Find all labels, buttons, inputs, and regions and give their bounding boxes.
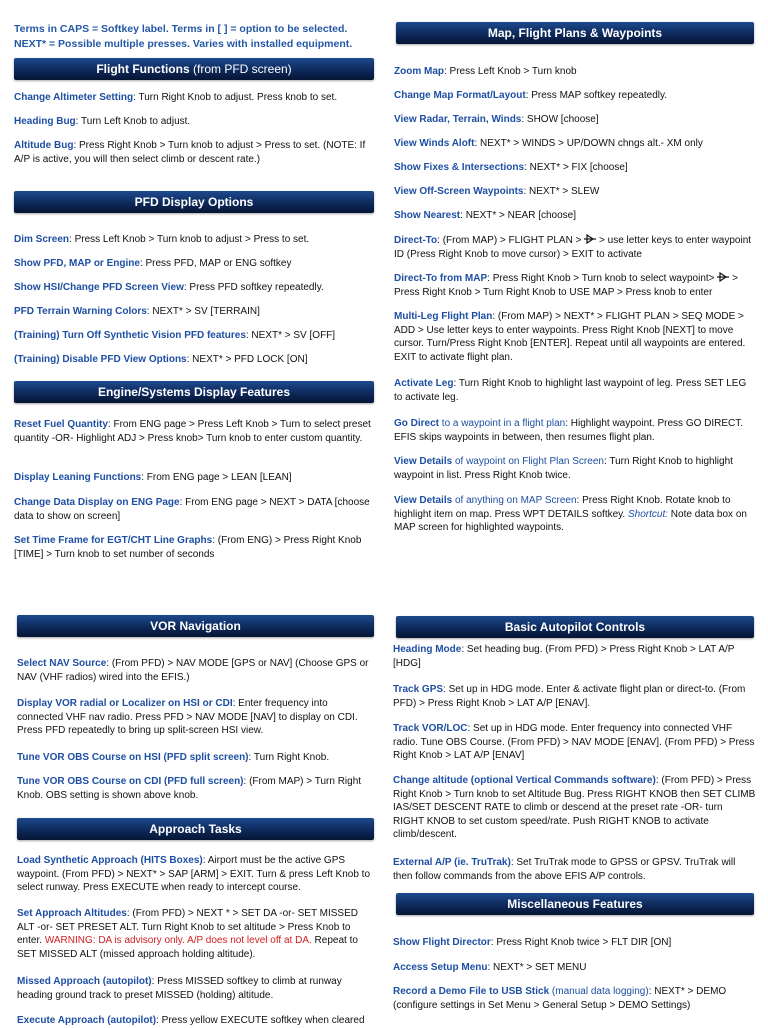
- entry-label: Change Altimeter Setting: [14, 92, 134, 103]
- entry-label: Set Time Frame for EGT/CHT Line Graphs: [14, 535, 213, 546]
- entry-text: : Press Right Knob > Turn knob to adjust > Press to set. (NOTE: If A/P is active, you will then select climb or descent rate.): [14, 140, 366, 165]
- entry-label: External A/P (ie. TruTrak): [393, 857, 511, 868]
- entry-text: : (From MAP) > Turn Right Knob. OBS setting is shown above knob.: [17, 776, 362, 801]
- entry-text: : NEXT* > SV [TERRAIN]: [146, 306, 260, 317]
- entry-text: : Press PFD softkey repeatedly.: [183, 282, 324, 293]
- entry-offscreen-waypoints: [394, 185, 756, 199]
- entry-label: Display Leaning Functions: [14, 472, 142, 483]
- entry-load-approach: [17, 854, 375, 895]
- entry-external-ap: [393, 856, 756, 883]
- entry-text: : Turn Right Knob to adjust. Press knob to set.: [133, 92, 338, 103]
- entry-reset-fuel: [14, 418, 374, 445]
- section-title: Basic Autopilot Controls: [504, 620, 646, 634]
- entry-heading-bug: [14, 115, 374, 129]
- entry-multi-leg: [394, 310, 756, 364]
- section-title: Engine/Systems Display Features: [97, 385, 291, 399]
- entry-text: : NEXT* > WINDS > UP/DOWN chngs alt.- XM only: [474, 138, 703, 149]
- entry-label: Tune VOR OBS Course on CDI (PFD full screen): [17, 776, 244, 787]
- direct-to-icon: [717, 272, 729, 282]
- legend-note: [14, 22, 374, 51]
- entry-label: Reset Fuel Quantity: [14, 419, 108, 430]
- entry-label: Activate Leg: [394, 378, 454, 389]
- entry-execute-approach: [17, 1014, 375, 1028]
- legend-line-2: NEXT* = Possible multiple presses. Varies with installed equipment.: [14, 37, 353, 50]
- entry-text: : NEXT* > PFD LOCK [ON]: [186, 354, 308, 365]
- entry-show-pfd: [14, 257, 374, 271]
- shortcut-label: Shortcut:: [627, 508, 669, 520]
- entry-zoom-map: [394, 65, 756, 79]
- entry-label: Select NAV Source: [17, 658, 107, 669]
- entry-qualifier: of waypoint on Flight Plan Screen: [452, 456, 604, 467]
- entry-label: Change altitude (optional Vertical Commands software): [393, 775, 656, 786]
- entry-altitude-bug: [14, 139, 374, 166]
- entry-label: Display VOR radial or Localizer on HSI or CDI: [17, 698, 233, 709]
- entry-label: Heading Bug: [14, 116, 76, 127]
- entry-map-format: [394, 89, 756, 103]
- entry-winds-aloft: [394, 137, 756, 151]
- section-header-misc: [396, 893, 754, 915]
- entry-show-hsi: [14, 281, 374, 295]
- entry-text: : Press Right Knob. Rotate knob to highlight item on map. Press WPT DETAILS softkey.: [394, 495, 731, 520]
- entry-go-direct: [394, 417, 756, 444]
- entry-label: Track GPS: [393, 684, 444, 695]
- entry-text: : (From ENG) > Press Right Knob [TIME] > Turn knob to set number of seconds: [14, 535, 362, 560]
- entry-pfd-lock: [14, 353, 374, 367]
- entry-label: Change Map Format/Layout: [394, 90, 526, 101]
- entry-label: Direct-To from MAP: [394, 273, 488, 284]
- entry-text: : Turn Right Knob to highlight waypoint in list. Press Right Knob twice.: [394, 456, 733, 481]
- section-title: Map, Flight Plans & Waypoints: [487, 26, 663, 40]
- entry-qualifier: of anything on MAP Screen: [452, 495, 577, 506]
- entry-label: View Off-Screen Waypoints: [394, 186, 524, 197]
- entry-qualifier: to a waypoint in a flight plan: [439, 418, 566, 429]
- entry-text: : NEXT* > DEMO (configure settings in Set Menu > General Setup > DEMO Settings): [393, 986, 727, 1011]
- entry-text: : SHOW [choose]: [521, 114, 599, 125]
- entry-text: : Press yellow EXECUTE softkey when cleared: [156, 1015, 365, 1026]
- entry-flight-director: [393, 936, 756, 950]
- entry-label: Track VOR/LOC: [393, 723, 468, 734]
- entry-text: : Set up in HDG mode. Enter & activate flight plan or direct-to. (From PFD) > Press Right Knob > LAT A/P [ENAV].: [393, 684, 746, 709]
- entry-label: Show Flight Director: [393, 937, 491, 948]
- entry-obs-hsi: [17, 751, 375, 765]
- entry-label: View Details: [394, 456, 453, 467]
- entry-text: : Set up in HDG mode. Enter frequency into connected VHF radio. Tune OBS Course. (From PFD) > NAV MODE [ENAV]. (From PFD) > Press Right Knob > LAT A/P [ENAV]: [393, 723, 755, 761]
- entry-nav-source: [17, 657, 375, 684]
- entry-radar-terrain: [394, 113, 756, 127]
- entry-text-2: Note data box on MAP screen for highlighted waypoints.: [394, 508, 747, 533]
- entry-egt-cht: [14, 534, 374, 561]
- entry-text: : (From PFD) > Press Right Knob > Turn knob to set Altitude Bug. Press RIGHT KNOB then SET CLIMB IAS/SET DESCENT RATE to climb or descend at the preset rate -OR- turn RIGHT KNOB to set custom speed/rate. Push RIGHT KNOB to activate climb/descent.: [393, 775, 756, 840]
- entry-text: : From ENG page > NEXT > DATA [choose data to show on screen]: [14, 497, 370, 522]
- entry-label: Execute Approach (autopilot): [17, 1015, 157, 1026]
- entry-dim-screen: [14, 233, 374, 247]
- entry-direct-to-map: [394, 272, 756, 299]
- entry-obs-cdi: [17, 775, 375, 802]
- entry-text: : Set TruTrak mode to GPSS or GPSV. TruTrak will then follow commands from the above EFIS A/P controls.: [393, 857, 736, 882]
- section-header-vor: [17, 615, 374, 637]
- entry-label: Change Data Display on ENG Page: [14, 497, 180, 508]
- entry-text: : Set heading bug. (From PFD) > Press Right Knob > LAT A/P [HDG]: [393, 644, 735, 669]
- section-title: Flight Functions: [96, 62, 190, 76]
- entry-eng-data: [14, 496, 374, 523]
- entry-change-altitude: [393, 774, 756, 842]
- entry-text: : Press Right Knob > Turn knob to select waypoint>: [487, 273, 718, 284]
- entry-text: : Enter frequency into connected VHF nav radio. Press PFD > NAV MODE [NAV] to display on CDI. Press PFD repeatedly to bring up split-screen HSI view.: [17, 698, 358, 736]
- legend-line-1: Terms in CAPS = Softkey label. Terms in [ ] = option to be selected.: [14, 23, 348, 35]
- entry-setup-menu: [393, 961, 756, 975]
- entry-direct-to: [394, 234, 756, 261]
- section-title: Miscellaneous Features: [507, 897, 643, 911]
- entry-approach-altitudes: [17, 907, 375, 961]
- warning-text: WARNING: DA is advisory only. A/P does not level off at DA.: [44, 935, 312, 946]
- entry-text: : Press Left Knob > Turn knob to adjust > Press to set.: [69, 234, 310, 245]
- entry-text: : Turn Right Knob to highlight last waypoint of leg. Press SET LEG to activate leg.: [394, 378, 747, 403]
- entry-label: Record a Demo File to USB Stick: [393, 986, 550, 997]
- section-title: PFD Display Options: [134, 195, 254, 209]
- entry-qualifier: (manual data logging): [549, 986, 649, 997]
- section-header-pfd-display: [14, 191, 374, 213]
- entry-text: : NEXT* > FIX [choose]: [524, 162, 628, 173]
- direct-to-icon: [584, 234, 596, 244]
- entry-text: : Press MISSED softkey to climb at runway heading ground track to preset MISSED (holding) altitude.: [17, 976, 342, 1001]
- entry-label: View Radar, Terrain, Winds: [394, 114, 522, 125]
- section-header-flight-functions: [14, 58, 374, 80]
- entry-text: : Highlight waypoint. Press GO DIRECT. EFIS skips waypoints in between, then resumes flight plan.: [394, 418, 744, 443]
- entry-text: : From ENG page > LEAN [LEAN]: [141, 472, 292, 483]
- entry-label: View Details: [394, 495, 453, 506]
- entry-missed-approach: [17, 975, 375, 1002]
- entry-text: : Press Right Knob twice > FLT DIR [ON]: [490, 937, 672, 948]
- entry-text: : (From MAP) > FLIGHT PLAN >: [437, 235, 585, 246]
- entry-vor-radial: [17, 697, 375, 738]
- entry-label: Access Setup Menu: [393, 962, 488, 973]
- entry-text-2: > use letter keys to enter waypoint ID (Press Right Knob to move cursor) > EXIT to activate: [394, 235, 752, 260]
- entry-label: Altitude Bug: [14, 140, 74, 151]
- entry-label: Dim Screen: [14, 234, 70, 245]
- entry-label: (Training) Turn Off Synthetic Vision PFD features: [14, 330, 246, 341]
- entry-text: : NEXT* > SV [OFF]: [245, 330, 336, 341]
- entry-synthetic-vision: [14, 329, 374, 343]
- entry-details-flight-plan: [394, 455, 756, 482]
- entry-text: : From ENG page > Press Left Knob > Turn to select preset quantity -OR- Highlight ADJ > Press knob> Turn knob to enter custom quantity.: [14, 419, 371, 444]
- entry-label: Show Nearest: [394, 210, 461, 221]
- section-title: Approach Tasks: [149, 822, 242, 836]
- section-header-approach: [17, 818, 374, 840]
- entry-label: Show PFD, MAP or Engine: [14, 258, 140, 269]
- entry-text: : Press MAP softkey repeatedly.: [525, 90, 668, 101]
- entry-label: (Training) Disable PFD View Options: [14, 354, 187, 365]
- section-subtitle: (from PFD screen): [189, 62, 292, 76]
- entry-text: : NEXT* > SLEW: [523, 186, 600, 197]
- entry-label: Set Approach Altitudes: [17, 908, 127, 919]
- entry-demo-file: [393, 985, 756, 1012]
- section-header-autopilot: [396, 616, 754, 638]
- entry-label: Show HSI/Change PFD Screen View: [14, 282, 184, 293]
- entry-label: Load Synthetic Approach (HITS Boxes): [17, 855, 203, 866]
- entry-label: Missed Approach (autopilot): [17, 976, 152, 987]
- entry-label: Direct-To: [394, 235, 438, 246]
- entry-text-2: > Press Right Knob > Turn Right Knob to USE MAP > Press knob to enter: [394, 273, 738, 298]
- entry-label: Multi-Leg Flight Plan: [394, 311, 493, 322]
- section-title: VOR Navigation: [150, 619, 241, 633]
- entry-text: : Airport must be the active GPS waypoint. (From PFD) > NEXT* > SAP [ARM] > EXIT. Turn & press Left Knob to select runway. Press EXECUTE when ready to intercept course.: [17, 855, 371, 893]
- entry-heading-mode: [393, 643, 756, 670]
- entry-show-nearest: [394, 209, 756, 223]
- entry-activate-leg: [394, 377, 756, 404]
- section-header-engine: [14, 381, 374, 403]
- entry-text: : NEXT* > NEAR [choose]: [460, 210, 577, 221]
- entry-details-map: [394, 494, 756, 535]
- section-header-map: [396, 22, 754, 44]
- entry-label: Zoom Map: [394, 66, 444, 77]
- entry-terrain-colors: [14, 305, 374, 319]
- entry-label: Heading Mode: [393, 644, 462, 655]
- entry-text: : (From PFD) > NAV MODE [GPS or NAV] (Choose GPS or NAV (VHF radios) wired into the EFIS.): [17, 658, 369, 683]
- entry-text: : Press Left Knob > Turn knob: [444, 66, 577, 77]
- entry-text: : Turn Left Knob to adjust.: [75, 116, 191, 127]
- entry-label: Tune VOR OBS Course on HSI (PFD split screen): [17, 752, 249, 763]
- entry-text: : (From PFD) > NEXT * > SET DA -or- SET MISSED ALT -or- SET PRESET ALT. Turn Right Knob to set altitude > Press Knob to enter.: [17, 908, 358, 946]
- entry-leaning: [14, 471, 374, 485]
- entry-fixes: [394, 161, 756, 175]
- entry-label: View Winds Aloft: [394, 138, 475, 149]
- entry-text: : (From MAP) > NEXT* > FLIGHT PLAN > SEQ MODE > ADD > Use letter keys to enter waypoints. Press Right Knob [NEXT] to move cursor. Turn/Press Right Knob [ENTER]. Repeat until all waypoints are entered. EXIT to activate flight plan.: [394, 311, 746, 363]
- entry-label: Go Direct: [394, 418, 440, 429]
- entry-text: : Press PFD, MAP or ENG softkey: [139, 258, 292, 269]
- entry-text: : NEXT* > SET MENU: [487, 962, 587, 973]
- entry-altimeter: [14, 91, 374, 105]
- entry-text-2: Repeat to SET MISSED ALT (missed approach holding altitude).: [17, 935, 358, 960]
- entry-track-gps: [393, 683, 756, 710]
- entry-text: : Turn Right Knob.: [248, 752, 330, 763]
- entry-label: Show Fixes & Intersections: [394, 162, 525, 173]
- entry-track-vor: [393, 722, 756, 763]
- entry-label: PFD Terrain Warning Colors: [14, 306, 147, 317]
